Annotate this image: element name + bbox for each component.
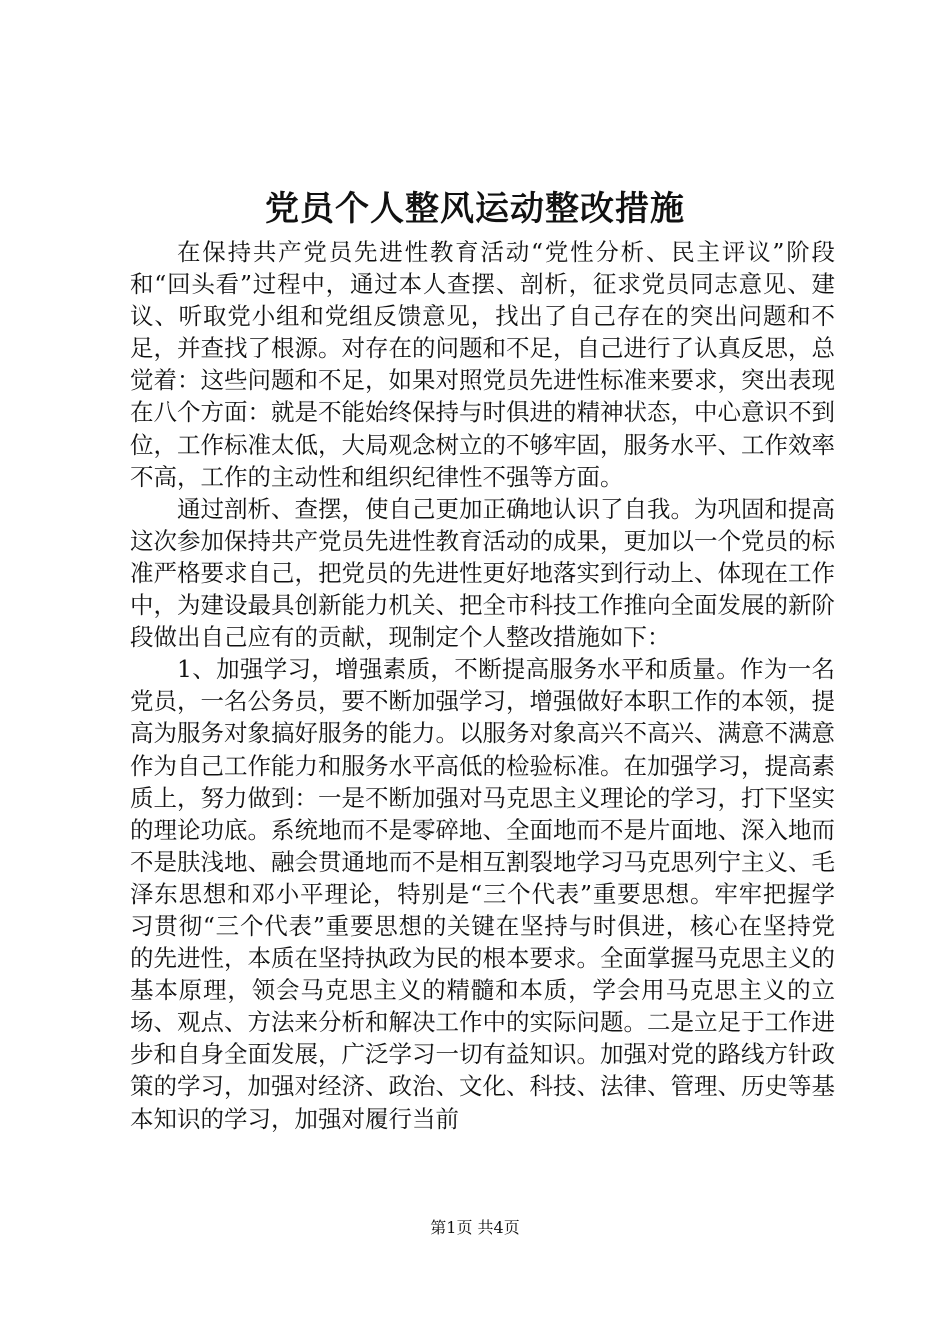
paragraph-purpose: 通过剖析、查摆，使自己更加正确地认识了自我。为巩固和提高这次参加保持共产党员先进性教育活动的成果，更加以一个党员的标准严格要求自己，把党员的先进性更好地落实到行动上、体现在工作中，为建设最具创新能力机关、把全市科技工作推向全面发展的新阶段做出自己应有的贡献，现制定个人整改措施如下：	[130, 494, 835, 652]
paragraph-intro: 在保持共产党员先进性教育活动“党性分析、民主评议”阶段和“回头看”过程中，通过本人查摆、剖析，征求党员同志意见、建议、听取党小组和党组反馈意见，找出了自己存在的突出问题和不足，并查找了根源。对存在的问题和不足，自己进行了认真反思，总觉着：这些问题和不足，如果对照党员先进性标准来要求，突出表现在八个方面：就是不能始终保持与时俱进的精神状态，中心意识不到位，工作标准太低，大局观念树立的不够牢固，服务水平、工作效率不高，工作的主动性和组织纪律性不强等方面。	[130, 238, 835, 491]
paragraph-measure-1: 1、加强学习，增强素质，不断提高服务水平和质量。作为一名党员，一名公务员，要不断加强学习，增强做好本职工作的本领，提高为服务对象搞好服务的能力。以服务对象高兴不高兴、满意不满意作为自己工作能力和服务水平高低的检验标准。在加强学习，提高素质上，努力做到：一是不断加强对马克思主义理论的学习，打下坚实的理论功底。系统地而不是零碎地、全面地而不是片面地、深入地而不是肤浅地、融会贯通地而不是相互割裂地学习马克思列宁主义、毛泽东思想和邓小平理论，特别是“三个代表”重要思想。牢牢把握学习贯彻“三个代表”重要思想的关键在坚持与时俱进，核心在坚持党的先进性，本质在坚持执政为民的根本要求。全面掌握马克思主义的基本原理，领会马克思主义的精髓和本质，学会用马克思主义的立场、观点、方法来分析和解决工作中的实际问题。二是立足于工作进步和自身全面发展，广泛学习一切有益知识。加强对党的路线方针政策的学习，加强对经济、政治、文化、科技、法律、管理、历史等基本知识的学习，加强对履行当前	[130, 655, 835, 1133]
page-footer: 第1页 共4页	[430, 1218, 520, 1237]
document-body	[130, 236, 835, 1135]
document-title: 党员个人整风运动整改措施	[265, 189, 685, 229]
